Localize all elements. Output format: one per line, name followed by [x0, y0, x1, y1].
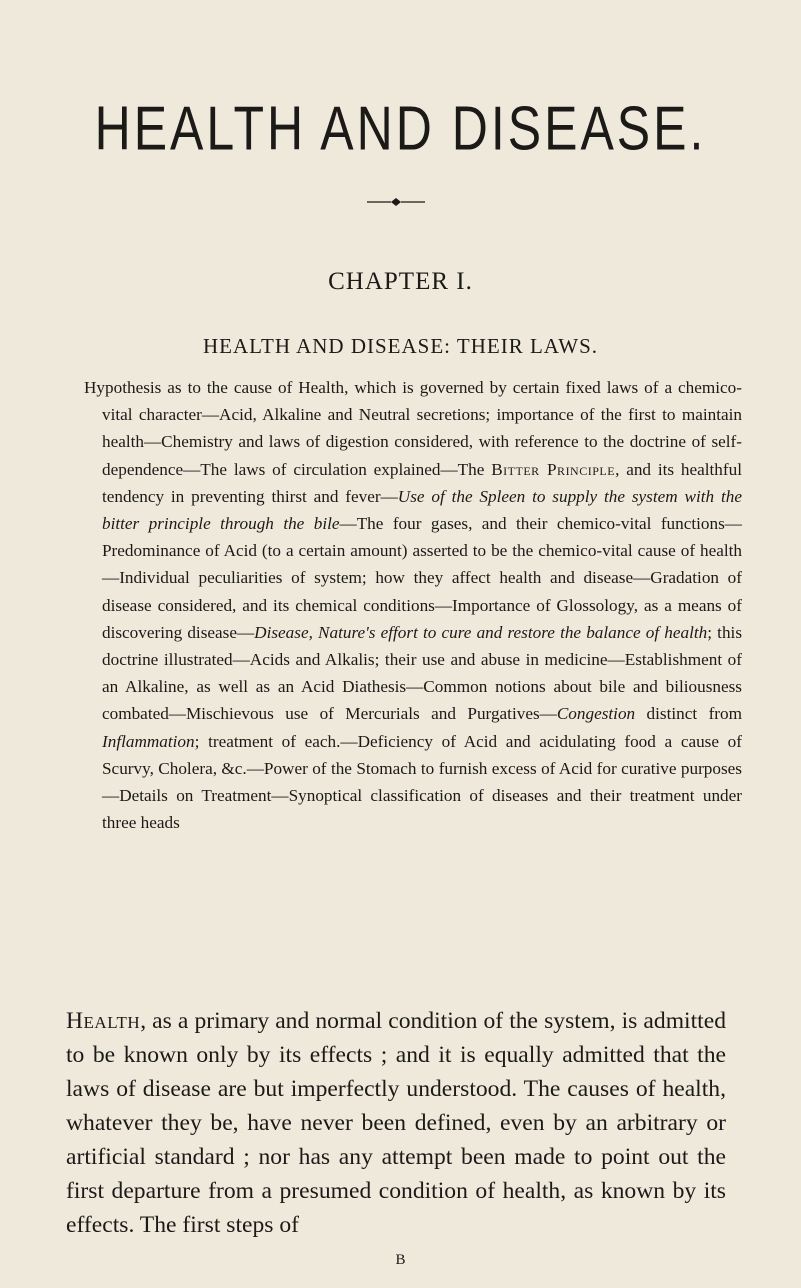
chapter-synopsis — [84, 374, 742, 836]
body-paragraph — [66, 1004, 726, 1242]
synopsis-text: Hypothesis as to the cause of Health, which is governed by certain fixed laws of a chemico-vital character—Acid, Alkaline and Neutral secretions; importance of the first to maintain health—Chemistry and laws of digestion considered, with reference to the doctrine of self-dependence—The laws of circulation explained—The — [84, 378, 742, 479]
synopsis-text: ; this doctrine illustrated—Acids and Alkalis; their use and abuse in medicine—Establishment of an Alkaline, as well as an Acid Diathesis—Common notions about bile and biliousness combated—Mischievous use of Mercurials and Purgatives— — [102, 622, 743, 724]
synopsis-italic-nature: Disease, Nature's effort to cure and restore the balance of health — [254, 622, 708, 642]
synopsis-text: ; treatment of each.—Deficiency of Acid and acidulating food a cause of Scurvy, Cholera, &c.—Power of the Stomach to furnish excess of Acid for curative purposes—Details on Treatment—Synoptical classification of diseases and their treatment under three heads — [102, 731, 742, 833]
synopsis-bitter-principle: Bitter Principle — [491, 459, 616, 479]
synopsis-text: distinct from — [635, 704, 742, 724]
ornamental-divider — [367, 196, 425, 208]
signature-mark: B — [395, 1252, 406, 1268]
body-lead-word: Health — [66, 1008, 141, 1034]
synopsis-text: , and its healthful tendency in preventing thirst and fever— — [102, 459, 742, 506]
synopsis-italic-spleen: Use of the Spleen to supply the system with the bitter principle through the bile — [102, 486, 742, 534]
synopsis-italic-inflammation: Inflammation — [102, 731, 195, 751]
synopsis-italic-congestion: Congestion — [556, 704, 636, 724]
body-text: , as a primary and normal condition of the system, is admitted to be known only by its effects ; and it is equally admitted that the laws of disease are but imperfectly understood. The causes of health, whatever they be, have never been defined, even by an arbitrary or artificial standard ; nor has any attempt been made to point out the first departure from a presumed condition of health, as known by its effects. The first steps of — [66, 1008, 726, 1238]
chapter-heading: CHAPTER I. — [328, 268, 473, 295]
synopsis-text: —The four gases, and their chemico-vital functions—Predominance of Acid (to a certain amount) asserted to be the chemico-vital cause of health—Individual peculiarities of system; how they affect health and disease—Gradation of disease considered, and its chemical conditions—Importance of Glossology, as a means of discovering disease— — [102, 514, 742, 642]
chapter-title: HEALTH AND DISEASE: THEIR LAWS. — [202, 334, 599, 358]
running-title: HEALTH AND DISEASE. — [94, 93, 707, 164]
